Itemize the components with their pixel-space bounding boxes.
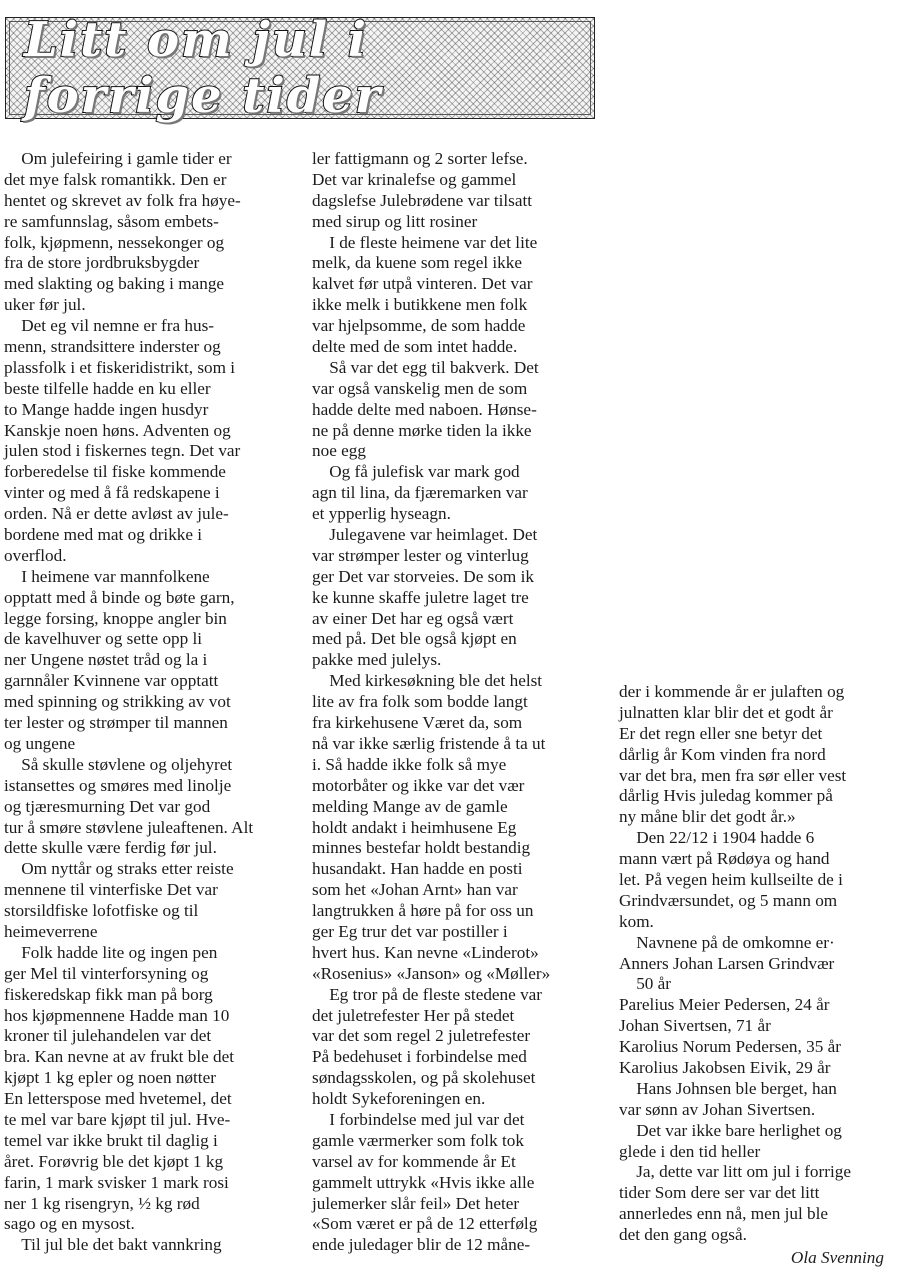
text-line: Hans Johnsen ble berget, han	[619, 1078, 837, 1098]
text-line: Parelius Meier Pedersen, 24 år	[619, 995, 830, 1015]
author-signature: Ola Svenning	[790, 1248, 884, 1267]
text-line: hentet og skrevet av folk fra høye-	[4, 190, 241, 210]
text-line: annerledes enn nå, men jul ble	[619, 1204, 829, 1224]
text-line: av einer Det har eg også vært	[312, 608, 514, 628]
text-line: ner Ungene nøstet tråd og la i	[4, 650, 208, 670]
text-line: glede i den tid heller	[619, 1141, 761, 1161]
text-line: te mel var bare kjøpt til jul. Hve-	[4, 1109, 231, 1129]
text-line: ger Mel til vinterforsyning og	[4, 963, 209, 983]
text-line: storsildfiske lofotfiske og til	[4, 901, 199, 921]
text-line: var hjelpsomme, de som hadde	[312, 316, 526, 336]
text-line: hos kjøpmennene Hadde man 10	[4, 1005, 230, 1025]
text-line: orden. Nå er dette avløst av jule-	[4, 504, 229, 524]
text-line: Navnene på de omkomne er·	[619, 932, 835, 952]
text-line: det juletrefester Her på stedet	[312, 1005, 515, 1025]
text-line: menn, strandsittere inderster og	[4, 337, 221, 357]
text-line: minnes bestefar holdt bestandig	[312, 838, 531, 858]
text-line: pakke med julelys.	[312, 650, 442, 670]
text-line: Så skulle støvlene og oljehyret	[4, 754, 233, 774]
text-line: som het «Johan Arnt» han var	[312, 880, 518, 900]
text-line: ner 1 kg risengryn, ½ kg rød	[4, 1193, 200, 1213]
text-line: med spinning og strikking av vot	[4, 692, 231, 712]
text-line: med slakting og baking i mange	[4, 274, 225, 294]
text-line: folk, kjøpmenn, nessekonger og	[4, 232, 225, 252]
text-line: kom.	[619, 911, 654, 931]
text-line: re samfunnslag, såsom embets-	[4, 211, 219, 231]
text-line: dette skulle være ferdig før jul.	[4, 838, 217, 858]
text-line: Om nyttår og straks etter reiste	[4, 859, 234, 879]
text-line: noe egg	[312, 441, 366, 461]
text-line: med sirup og litt rosiner	[312, 211, 478, 231]
text-line: Grindværsundet, og 5 mann om	[619, 890, 838, 910]
text-line: tider Som dere ser var det litt	[619, 1183, 820, 1203]
text-line: Til jul ble det bakt vannkring	[4, 1235, 222, 1255]
text-line: var sønn av Johan Sivertsen.	[619, 1099, 816, 1119]
text-line: kroner til julehandelen var det	[4, 1026, 212, 1046]
text-column-1	[4, 149, 291, 1256]
text-line: Med kirkesøkning ble det helst	[312, 671, 543, 691]
text-line: ende juledager blir de 12 måne-	[312, 1235, 531, 1255]
text-line: langtrukken å høre på for oss un	[312, 901, 534, 921]
text-line: ikke melk i butikkene men folk	[312, 295, 528, 315]
text-line: bra. Kan nevne at av frukt ble det	[4, 1047, 235, 1067]
text-line: 50 år	[619, 974, 672, 994]
text-column-3	[619, 682, 905, 1246]
text-line: Den 22/12 i 1904 hadde 6	[619, 828, 815, 848]
text-line: Det eg vil nemne er fra hus-	[4, 316, 214, 336]
text-line: agn til lina, da fjæremarken var	[312, 483, 528, 503]
text-line: Det var ikke bare herlighet og	[619, 1120, 842, 1140]
text-line: husandakt. Han hadde en posti	[312, 859, 523, 879]
text-line: Johan Sivertsen, 71 år	[619, 1016, 771, 1036]
text-line: varsel av for kommende år Et	[312, 1151, 516, 1171]
text-line: og tjæresmurning Det var god	[4, 796, 211, 816]
text-line: søndagsskolen, og på skolehuset	[312, 1068, 536, 1088]
text-line: vinter og med å få redskapene i	[4, 483, 220, 503]
text-line: istansettes og smøres med linolje	[4, 775, 232, 795]
text-line: tur å smøre støvlene juleaftenen. Alt	[4, 817, 254, 837]
text-line: Folk hadde lite og ingen pen	[4, 942, 218, 962]
text-line: overflod.	[4, 545, 67, 565]
text-line: var det som regel 2 juletrefester	[312, 1026, 531, 1046]
text-line: dagslefse Julebrødene var tilsatt	[312, 190, 533, 210]
text-line: ger Eg trur det var postiller i	[312, 921, 508, 941]
text-line: i. Så hadde ikke folk så mye	[312, 754, 507, 774]
text-line: melding Mange av de gamle	[312, 796, 508, 816]
text-line: to Mange hadde ingen husdyr	[4, 399, 209, 419]
text-line: det den gang også.	[619, 1225, 747, 1245]
text-line: julen stod i fiskernes tegn. Det var	[4, 441, 241, 461]
text-line: nå var ikke særlig fristende å ta ut	[312, 733, 546, 753]
text-line: ger Det var storveies. De som ik	[312, 566, 534, 586]
text-line: med på. Det ble også kjøpt en	[312, 629, 517, 649]
text-line: mann vært på Rødøya og hand	[619, 849, 830, 869]
text-line: fiskeredskap fikk man på borg	[4, 984, 213, 1004]
text-line: plassfolk i et fiskeridistrikt, som i	[4, 357, 236, 377]
text-line: Er det regn eller sne betyr det	[619, 723, 823, 743]
text-line: ke kunne skaffe juletre laget tre	[312, 587, 529, 607]
text-line: gamle værmerker som folk tok	[312, 1130, 524, 1150]
text-line: ter lester og strømper til mannen	[4, 713, 228, 733]
text-line: året. Forøvrig ble det kjøpt 1 kg	[4, 1151, 224, 1171]
text-line: Ja, dette var litt om jul i forrige	[619, 1162, 851, 1182]
text-line: opptatt med å binde og bøte garn,	[4, 587, 235, 607]
text-line: Karolius Jakobsen Eivik, 29 år	[619, 1058, 831, 1078]
text-line: fra de store jordbruksbygder	[4, 253, 200, 273]
text-line: julnatten klar blir det et godt år	[619, 702, 833, 722]
text-line: forberedelse til fiske kommende	[4, 462, 226, 482]
text-line: motorbåter og ikke var det vær	[312, 775, 525, 795]
text-line: beste tilfelle hadde en ku eller	[4, 378, 211, 398]
text-line: det mye falsk romantikk. Den er	[4, 169, 227, 189]
text-line: der i kommende år er julaften og	[619, 682, 845, 701]
text-line: var strømper lester og vinterlug	[312, 545, 529, 565]
text-line: På bedehuset i forbindelse med	[312, 1047, 527, 1067]
text-line: delte med de som intet hadde.	[312, 337, 518, 357]
text-line: og ungene	[4, 733, 76, 753]
text-line: Det var krinalefse og gammel	[312, 169, 517, 189]
text-line: «Rosenius» «Janson» og «Møller»	[312, 963, 551, 983]
text-line: lite av fra folk som bodde langt	[312, 692, 528, 712]
text-line: «Som været er på de 12 etterfølg	[312, 1214, 538, 1234]
text-line: dårlig Hvis juledag kommer på	[619, 786, 833, 806]
text-line: melk, da kuene som regel ikke	[312, 253, 523, 273]
text-line: hvert hus. Kan nevne «Linderot»	[312, 942, 539, 962]
text-line: Eg tror på de fleste stedene var	[312, 984, 543, 1004]
text-line: kalvet før utpå vinteren. Det var	[312, 274, 533, 294]
text-line: I forbindelse med jul var det	[312, 1109, 525, 1129]
text-line: ler fattigmann og 2 sorter lefse.	[312, 149, 528, 168]
text-line: holdt andakt i heimhusene Eg	[312, 817, 517, 837]
text-line: Karolius Norum Pedersen, 35 år	[619, 1037, 841, 1057]
text-line: I de fleste heimene var det lite	[312, 232, 538, 252]
text-line: I heimene var mannfolkene	[4, 566, 210, 586]
text-line: Julegavene var heimlaget. Det	[312, 525, 538, 545]
text-line: Om julefeiring i gamle tider er	[4, 149, 232, 168]
text-line: let. På vegen heim kullseilte de i	[619, 870, 843, 890]
text-line: heimeverrene	[4, 921, 98, 941]
text-line: Kanskje noen høns. Adventen og	[4, 420, 231, 440]
text-line: En letterspose med hvetemel, det	[4, 1089, 232, 1109]
text-line: legge forsing, knoppe angler bin	[4, 608, 227, 628]
text-line: sago og en mysost.	[4, 1214, 135, 1234]
text-column-2	[312, 149, 600, 1256]
text-line: ny måne blir det godt år.»	[619, 807, 796, 827]
text-line: julemerker slår feil» Det heter	[312, 1193, 520, 1213]
text-line: dårlig år Kom vinden fra nord	[619, 744, 826, 764]
text-line: var også vanskelig men de som	[312, 378, 528, 398]
text-line: var det bra, men fra sør eller vest	[619, 765, 847, 785]
text-line: mennene til vinterfiske Det var	[4, 880, 218, 900]
text-line: et ypperlig hyseagn.	[312, 504, 451, 524]
text-line: gammelt uttrykk «Hvis ikke alle	[312, 1172, 535, 1192]
text-line: kjøpt 1 kg epler og noen nøtter	[4, 1068, 216, 1088]
text-line: bordene med mat og drikke i	[4, 525, 203, 545]
text-line: temel var ikke brukt til daglig i	[4, 1130, 218, 1150]
text-line: fra kirkehusene Været da, som	[312, 713, 523, 733]
text-line: hadde delte med naboen. Hønse-	[312, 399, 537, 419]
text-line: farin, 1 mark svisker 1 mark rosi	[4, 1172, 229, 1192]
text-line: uker før jul.	[4, 295, 86, 315]
text-line: garnnåler Kvinnene var opptatt	[4, 671, 219, 691]
text-line: holdt Sykeforeningen en.	[312, 1089, 486, 1109]
text-line: de kavelhuver og sette opp li	[4, 629, 203, 649]
article-title: Litt om jul i forrige tider	[24, 12, 383, 124]
text-line: Og få julefisk var mark god	[312, 462, 520, 482]
text-line: ne på denne mørke tiden la ikke	[312, 420, 532, 440]
text-line: Så var det egg til bakverk. Det	[312, 357, 539, 377]
text-line: Anners Johan Larsen Grindvær	[619, 953, 835, 973]
title-banner	[5, 12, 595, 124]
